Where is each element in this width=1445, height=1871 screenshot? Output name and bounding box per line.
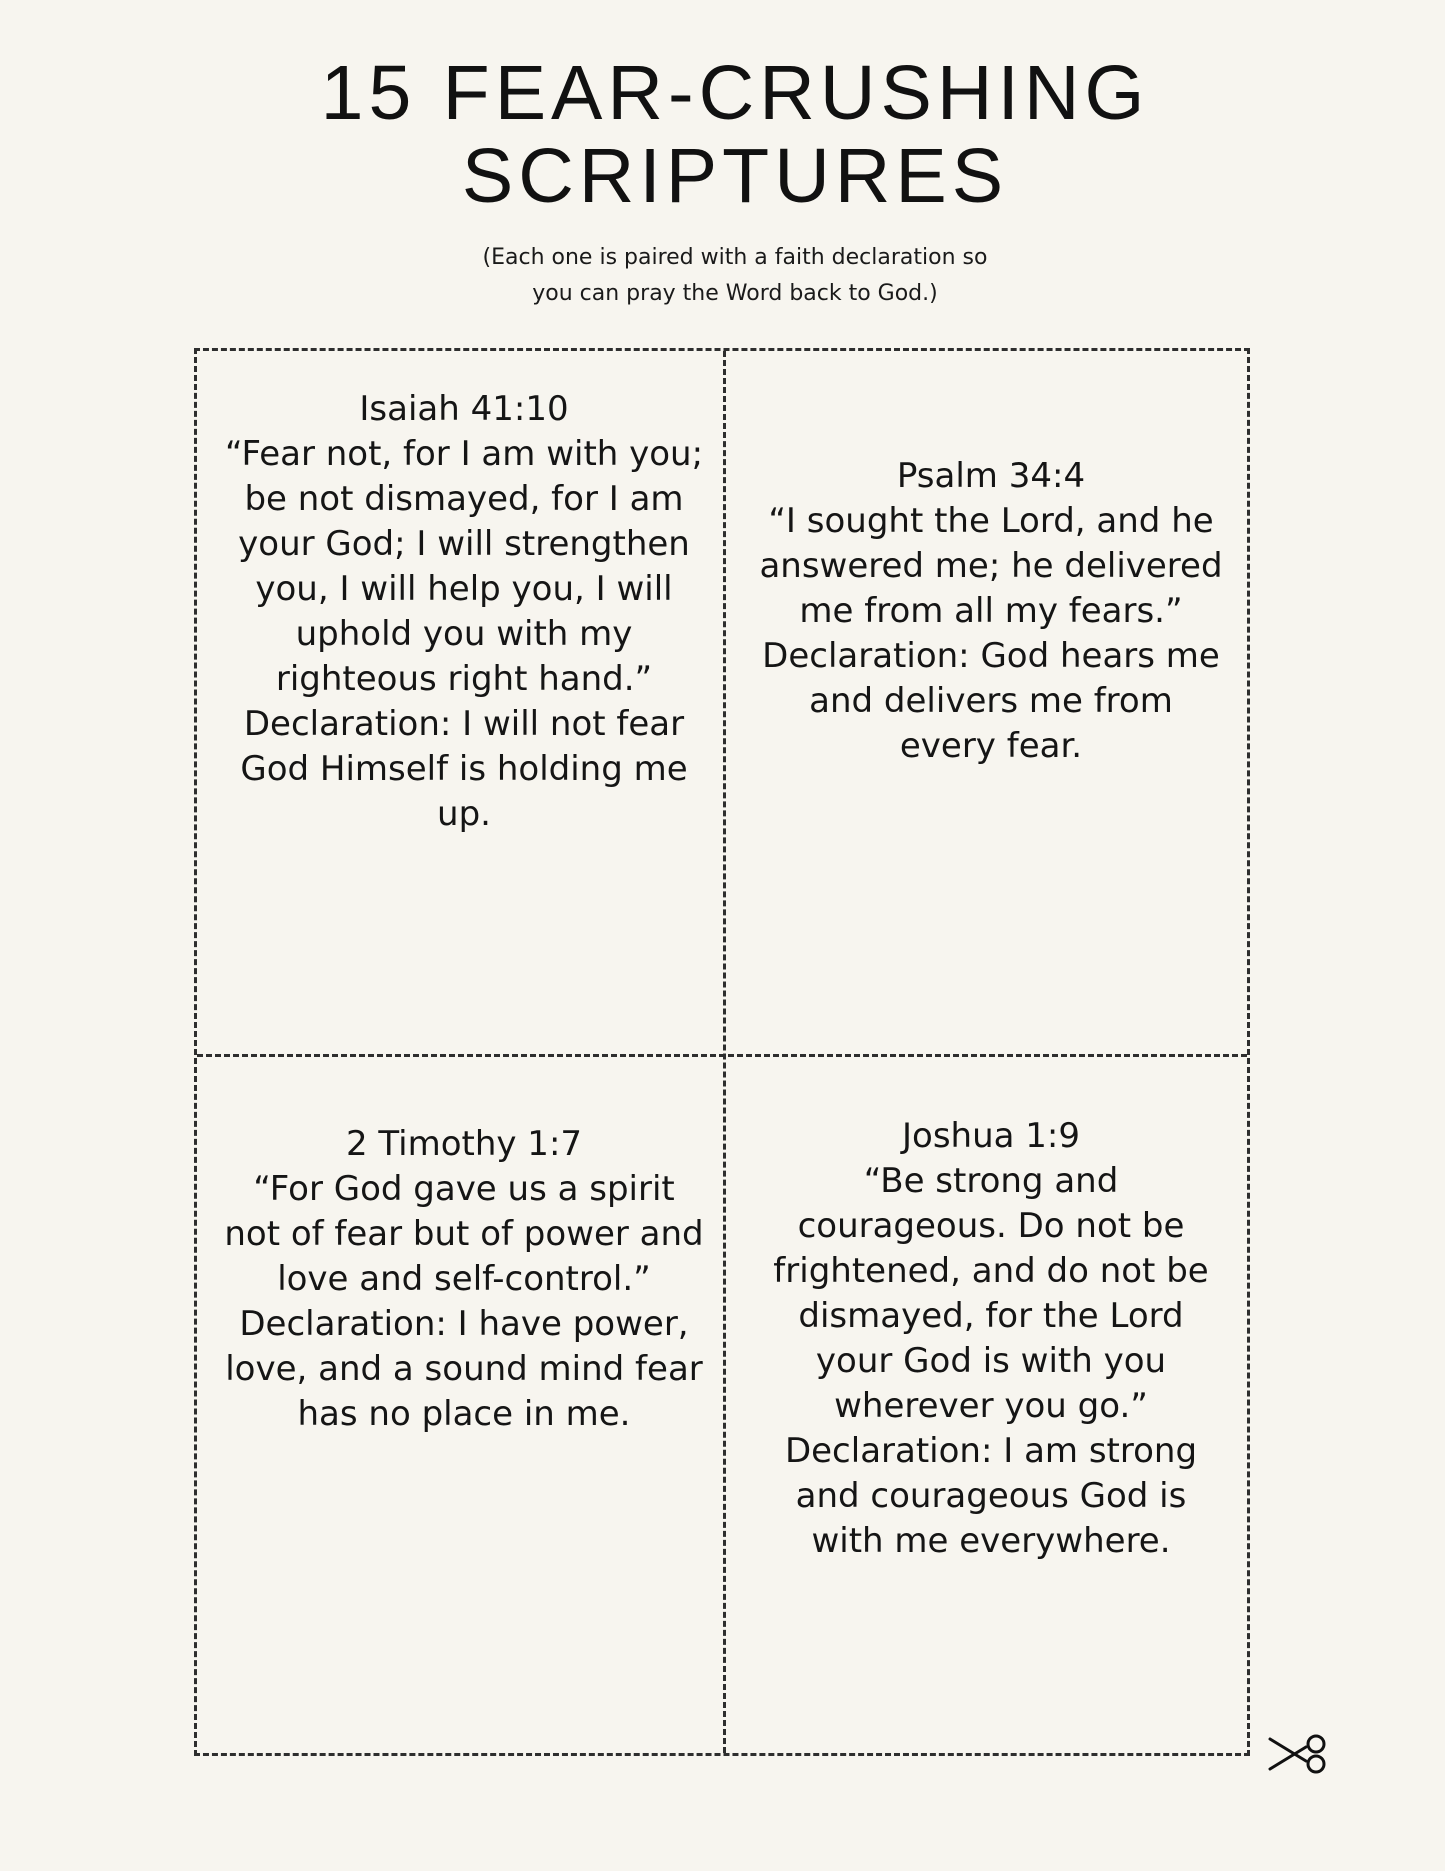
- scripture-card-isaiah: [224, 387, 704, 837]
- faith-declaration: Declaration: God hears me and delivers me from every fear.: [762, 636, 1220, 766]
- scissors-icon: [1268, 1734, 1330, 1774]
- title-line-2: SCRIPTURES: [461, 133, 1009, 219]
- scripture-reference: 2 Timothy 1:7: [345, 1124, 583, 1164]
- scripture-card-psalm: [756, 454, 1226, 769]
- scripture-reference: Joshua 1:9: [901, 1116, 1080, 1156]
- scripture-card-timothy: [224, 1122, 704, 1437]
- scripture-verse: “For God gave us a spirit not of fear but of power and love and self-control.”: [224, 1169, 704, 1299]
- scripture-verse: “I sought the Lord, and he answered me; he delivered me from all my fears.”: [759, 501, 1223, 631]
- faith-declaration: Declaration: I am strong and courageous God is with me everywhere.: [784, 1431, 1198, 1561]
- subtitle-line-2: you can pray the Word back to God.): [532, 281, 938, 306]
- title-line-1: 15 FEAR-CRUSHING: [320, 50, 1150, 136]
- faith-declaration: Declaration: I have power, love, and a sound mind fear has no place in me.: [225, 1304, 703, 1434]
- vertical-cut-line: [723, 351, 726, 1753]
- scripture-reference: Psalm 34:4: [896, 456, 1086, 496]
- scripture-verse: “Fear not, for I am with you; be not dismayed, for I am your God; I will strengthen you, I will help you, I will uphold you with my righteous right hand.”: [224, 434, 704, 699]
- scripture-verse: “Be strong and courageous. Do not be frightened, and do not be dismayed, for the Lord your God is with you wherever you go.”: [773, 1161, 1209, 1426]
- page-title: [0, 52, 1445, 218]
- page-subtitle: [0, 240, 1445, 312]
- scripture-reference: Isaiah 41:10: [359, 389, 569, 429]
- scripture-card-joshua: [756, 1114, 1226, 1564]
- subtitle-line-1: (Each one is paired with a faith declaration so: [482, 245, 988, 270]
- horizontal-cut-line: [197, 1054, 1247, 1057]
- faith-declaration: Declaration: I will not fear God Himself is holding me up.: [240, 704, 688, 834]
